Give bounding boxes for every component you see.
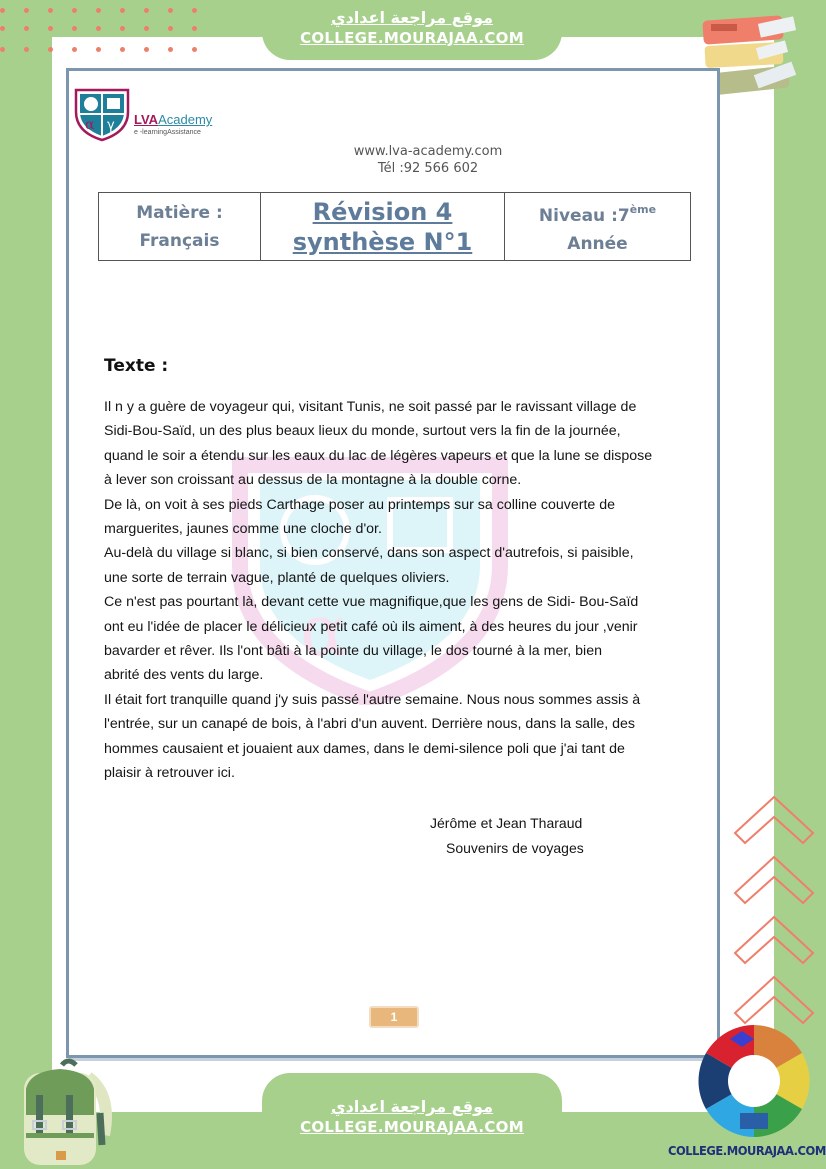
passage-line: Sidi-Bou-Saïd, un des plus beaux lieux du monde, surtout vers la fin de la journée,: [104, 423, 621, 440]
banner-arabic-title: موقع مراجعة اعدادي: [330, 1097, 494, 1116]
contact-block: [328, 143, 528, 177]
level-superscript: ème: [629, 202, 657, 216]
passage-line: Il n y a guère de voyageur qui, visitant Tunis, ne soit passé par le ravissant village de: [104, 399, 637, 415]
subject-cell: [99, 193, 261, 260]
chevron-up-icon: [733, 795, 815, 855]
banner-arabic-title: موقع مراجعة اعدادي: [330, 8, 494, 27]
passage-line: Au-delà du village si blanc, si bien conservé, dans son aspect d'autrefois, si paisible,: [104, 545, 634, 562]
bottom-site-banner[interactable]: [262, 1073, 562, 1169]
chevron-up-icon: [733, 855, 815, 915]
page-number-badge: 1: [369, 1006, 419, 1028]
passage-line: quand le soir a étendu sur les eaux du lac de légères vapeurs et que la lune se dispose: [104, 447, 653, 464]
passage-line: De là, on voit à ses pieds Carthage poser au printemps sur sa colline couverte de: [104, 496, 616, 513]
title-cell: [261, 193, 505, 260]
passage-line: à lever son croissant au dessus de la montagne à la double corne.: [104, 472, 522, 489]
passage-line: bavarder et rêver. Ils l'ont bâti à la pointe du village, le dos tourné à la mer, bien: [104, 643, 602, 660]
passage-line: l'entrée, sur un canapé de bois, à l'abri d'un auvent. Derrière nous, dans la salle, des: [104, 716, 636, 733]
logo-brand-rest: Academy: [158, 112, 213, 127]
banner-url-link[interactable]: COLLEGE.MOURAJAA.COM: [300, 29, 524, 47]
logo-brand-bold: LVA: [134, 112, 159, 127]
header-table: [98, 192, 691, 261]
level-value: Année: [567, 233, 628, 254]
phone-text: Tél :92 566 602: [377, 161, 479, 176]
subject-label: Matière :: [136, 202, 223, 223]
svg-text:α: α: [85, 117, 95, 133]
reading-passage: [104, 395, 694, 786]
subject-value: Français: [139, 230, 220, 251]
title-line-1: Révision 4: [312, 197, 453, 226]
passage-line: hommes causaient et jouaient aux dames, dans le demi-silence poli que j'ai tant de: [104, 740, 625, 757]
title-line-2: synthèse N°1: [292, 227, 473, 256]
svg-text:α: α: [300, 590, 348, 672]
lva-academy-shield-logo: [72, 86, 132, 142]
passage-line: plaisir à retrouver ici.: [104, 765, 235, 782]
logo-wordmark: [134, 112, 212, 136]
passage-line: marguerites, jaunes comme une cloche d'or.: [104, 521, 382, 538]
banner-url-link[interactable]: COLLEGE.MOURAJAA.COM: [300, 1118, 524, 1136]
attribution: [430, 811, 584, 861]
left-green-strip: [0, 37, 52, 1067]
svg-text:γ: γ: [107, 118, 115, 133]
logo-tagline: e -learningAssistance: [134, 129, 201, 136]
source-title: Souvenirs de voyages: [446, 840, 584, 856]
level-cell: [505, 193, 690, 260]
backpack-icon: [10, 1055, 115, 1167]
passage-line: Il était fort tranquille quand j'y suis passé l'autre semaine. Nous nous sommes assis à: [104, 691, 641, 708]
website-text[interactable]: www.lva-academy.com: [353, 144, 503, 159]
passage-line: une sorte de terrain vague, planté de quelques oliviers.: [104, 569, 450, 586]
subjects-wheel-icon: [692, 1023, 817, 1141]
passage-line: abrité des vents du large.: [104, 667, 264, 684]
top-site-banner[interactable]: [262, 0, 562, 60]
text-heading: Texte :: [104, 356, 169, 376]
author-name: Jérôme et Jean Tharaud: [430, 815, 583, 831]
level-label: Niveau :7: [538, 205, 630, 226]
chevron-up-icon: [733, 915, 815, 975]
passage-line: ont eu l'idée de placer le délicieux petit café où ils aiment, à des heures du jour ,venir: [104, 618, 638, 635]
footer-site-badge[interactable]: COLLEGE.MOURAJAA.COM: [668, 1143, 826, 1158]
passage-line: Ce n'est pas pourtant là, devant cette vue magnifique,que les gens de Sidi- Bou-Saïd: [104, 594, 639, 611]
